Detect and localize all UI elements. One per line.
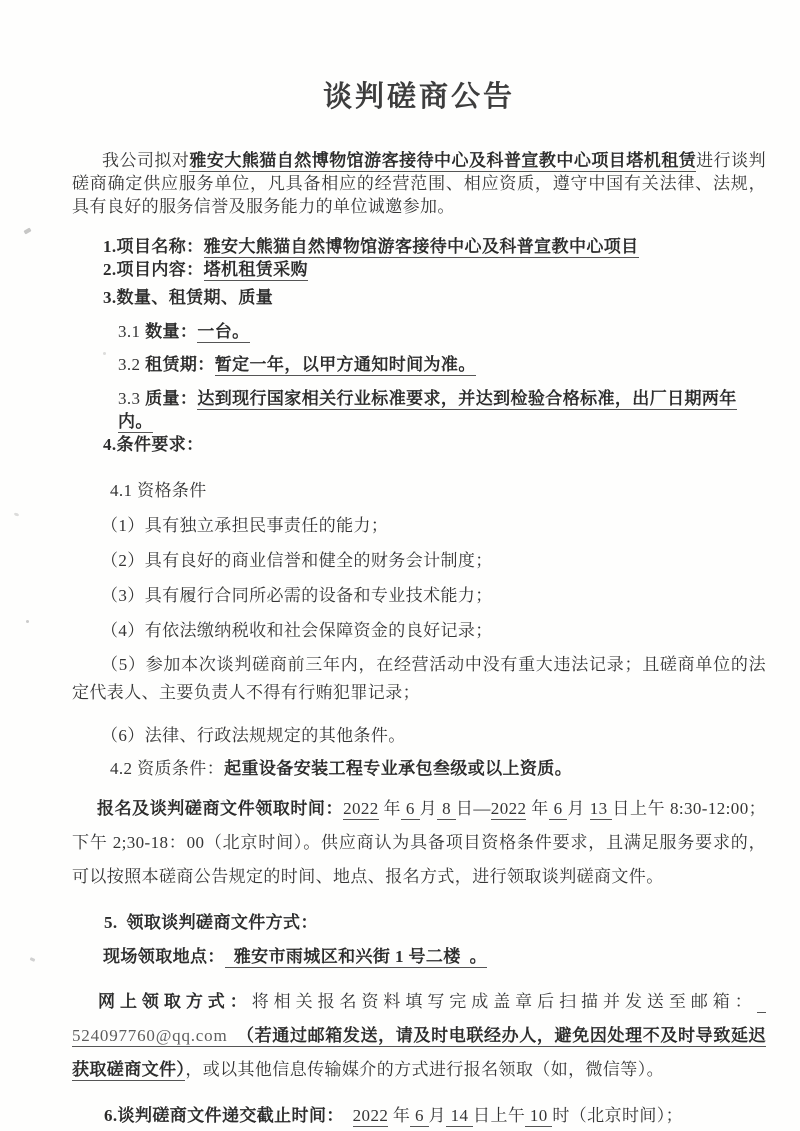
text-segment: 3.1 (118, 322, 146, 341)
project-content: 塔机租赁采购 (203, 260, 308, 279)
qualification-grade-value: 起重设备安装工程专业承包叁级或以上资质。 (224, 759, 573, 778)
text-segment: 3.数量、租赁期、质量 (103, 288, 274, 307)
text-segment: 年 (388, 1106, 411, 1125)
signup-time-paragraph (72, 792, 766, 894)
item-submission-deadline (72, 1104, 766, 1127)
item-file-collection-method (72, 911, 766, 934)
text-segment: 网上领取方式： (98, 992, 252, 1011)
onsite-collection-line (72, 945, 766, 968)
onsite-address: 雅安市雨城区和兴街 1 号二楼 。 (224, 947, 488, 966)
scan-speck (75, 1066, 78, 1068)
item-conditions-heading (72, 433, 766, 456)
text-segment: 4.2 资质条件： (110, 759, 225, 778)
start-day: 8 (437, 799, 456, 818)
scan-speck (26, 620, 29, 623)
text-segment: 日上午 (473, 1106, 526, 1125)
text-segment: 年 (378, 799, 402, 818)
condition-3 (72, 584, 766, 607)
condition-2 (72, 549, 766, 572)
text-segment: （5）参加本次谈判磋商前三年内，在经营活动中没有重大违法记录；且磋商单位的法定代表人、主要负责人不得有行贿犯罪记录； (72, 655, 766, 702)
text-segment: 3.2 (118, 355, 146, 374)
deadline-day: 14 (445, 1106, 474, 1125)
scan-speck (103, 352, 106, 355)
text-segment: 将相关报名资料填写完成盖章后扫描并发送至邮箱： (251, 992, 757, 1011)
text-segment: 4.条件要求： (103, 435, 204, 454)
email-address: 524097760@qq.com (72, 992, 766, 1045)
end-year: 2022 (490, 799, 527, 818)
online-collection-paragraph (72, 985, 766, 1087)
text-segment: 月 (567, 799, 590, 818)
project-name: 雅安大熊猫自然博物馆游客接待中心及科普宣教中心项目 (203, 237, 639, 256)
text-segment: 2.项目内容： (103, 260, 204, 279)
scan-speck (14, 512, 20, 517)
text-segment: ，或以其他信息传输媒介的方式进行报名领取（如，微信等）。 (185, 1060, 665, 1079)
text-segment: （3）具有履行合同所必需的设备和专业技术能力； (101, 586, 493, 605)
text-segment (344, 1106, 353, 1125)
text-segment: （1）具有独立承担民事责任的能力； (101, 516, 389, 535)
scan-speck (30, 957, 36, 962)
deadline-month: 6 (410, 1106, 429, 1125)
item-project-name (72, 235, 766, 258)
text-segment: （2）具有良好的商业信誉和健全的财务会计制度； (101, 551, 493, 570)
text-segment: 3.3 (118, 389, 146, 408)
text-segment: 数量： (145, 322, 198, 341)
text-segment: 日上午 8:30-12:00；下午 2;30-18：00（北京时间）。供应商认为具备项目资格条件要求，且满足服务要求的，可以按照本磋商公告规定的时间、地点、报名方式，进行领取谈判磋商文件。 (72, 799, 766, 886)
qualification-grade (72, 757, 766, 780)
text-segment: 5. 领取谈判磋商文件方式： (104, 913, 318, 932)
text-segment: 4.1 资格条件 (110, 481, 207, 500)
item-quality (72, 387, 766, 433)
condition-1 (72, 514, 766, 537)
text-segment: 6.谈判磋商文件递交截止时间： (104, 1106, 344, 1125)
item-project-content (72, 258, 766, 281)
scan-speck (23, 228, 31, 235)
text-segment: 年 (526, 799, 549, 818)
intro-paragraph (72, 149, 766, 218)
text-segment: 现场领取地点： (103, 947, 225, 966)
deadline-year: 2022 (352, 1106, 389, 1125)
email-note: （若通过邮箱发送，请及时电联经办人，避免因处理不及时导致延迟获取磋商文件） (72, 1026, 766, 1079)
text-segment: （6）法律、行政法规规定的其他条件。 (101, 726, 406, 745)
document-content (72, 0, 766, 1127)
procurement-subject: 雅安大熊猫自然博物馆游客接待中心及科普宣教中心项目塔机租赁 (189, 151, 697, 170)
condition-4 (72, 619, 766, 642)
quantity-value: 一台。 (197, 322, 250, 341)
end-month: 6 (548, 799, 568, 818)
item-quantity-section-heading (72, 286, 766, 309)
text-segment: 月 (419, 799, 438, 818)
text-segment: 报名及谈判磋商文件领取时间： (97, 799, 344, 818)
text-segment: 月 (428, 1106, 446, 1125)
text-segment: 质量： (145, 389, 198, 408)
start-year: 2022 (343, 799, 379, 818)
item-quantity (72, 320, 766, 343)
text-segment: 进行谈判磋商确定供应服务单位，凡具备相应的经营范围、相应资质，遵守中国有关法律、法规，具有良好的服务信誉及服务能力的单位诚邀参加。 (72, 151, 766, 216)
condition-6 (72, 724, 766, 747)
scan-speck (222, 800, 225, 803)
item-lease-term (72, 353, 766, 376)
start-month: 6 (401, 799, 420, 818)
end-day: 13 (589, 799, 613, 818)
deadline-hour: 10 (525, 1106, 553, 1125)
text-segment: 租赁期： (145, 355, 215, 374)
announcement-title: 谈判磋商公告 (322, 81, 515, 113)
condition-5 (72, 651, 766, 707)
quality-value: 达到现行国家相关行业标准要求，并达到检验合格标准，出厂日期两年内。 (118, 389, 737, 431)
text-segment: （4）有依法缴纳税收和社会保障资金的良好记录； (101, 621, 493, 640)
text-segment: 1.项目名称： (103, 237, 204, 256)
text-segment: 我公司拟对 (102, 151, 190, 170)
text-segment: 时（北京时间）； (552, 1106, 684, 1125)
text-segment: 日— (455, 799, 491, 818)
qualification-conditions-heading (72, 479, 766, 502)
lease-term-value: 暂定一年，以甲方通知时间为准。 (214, 355, 476, 374)
